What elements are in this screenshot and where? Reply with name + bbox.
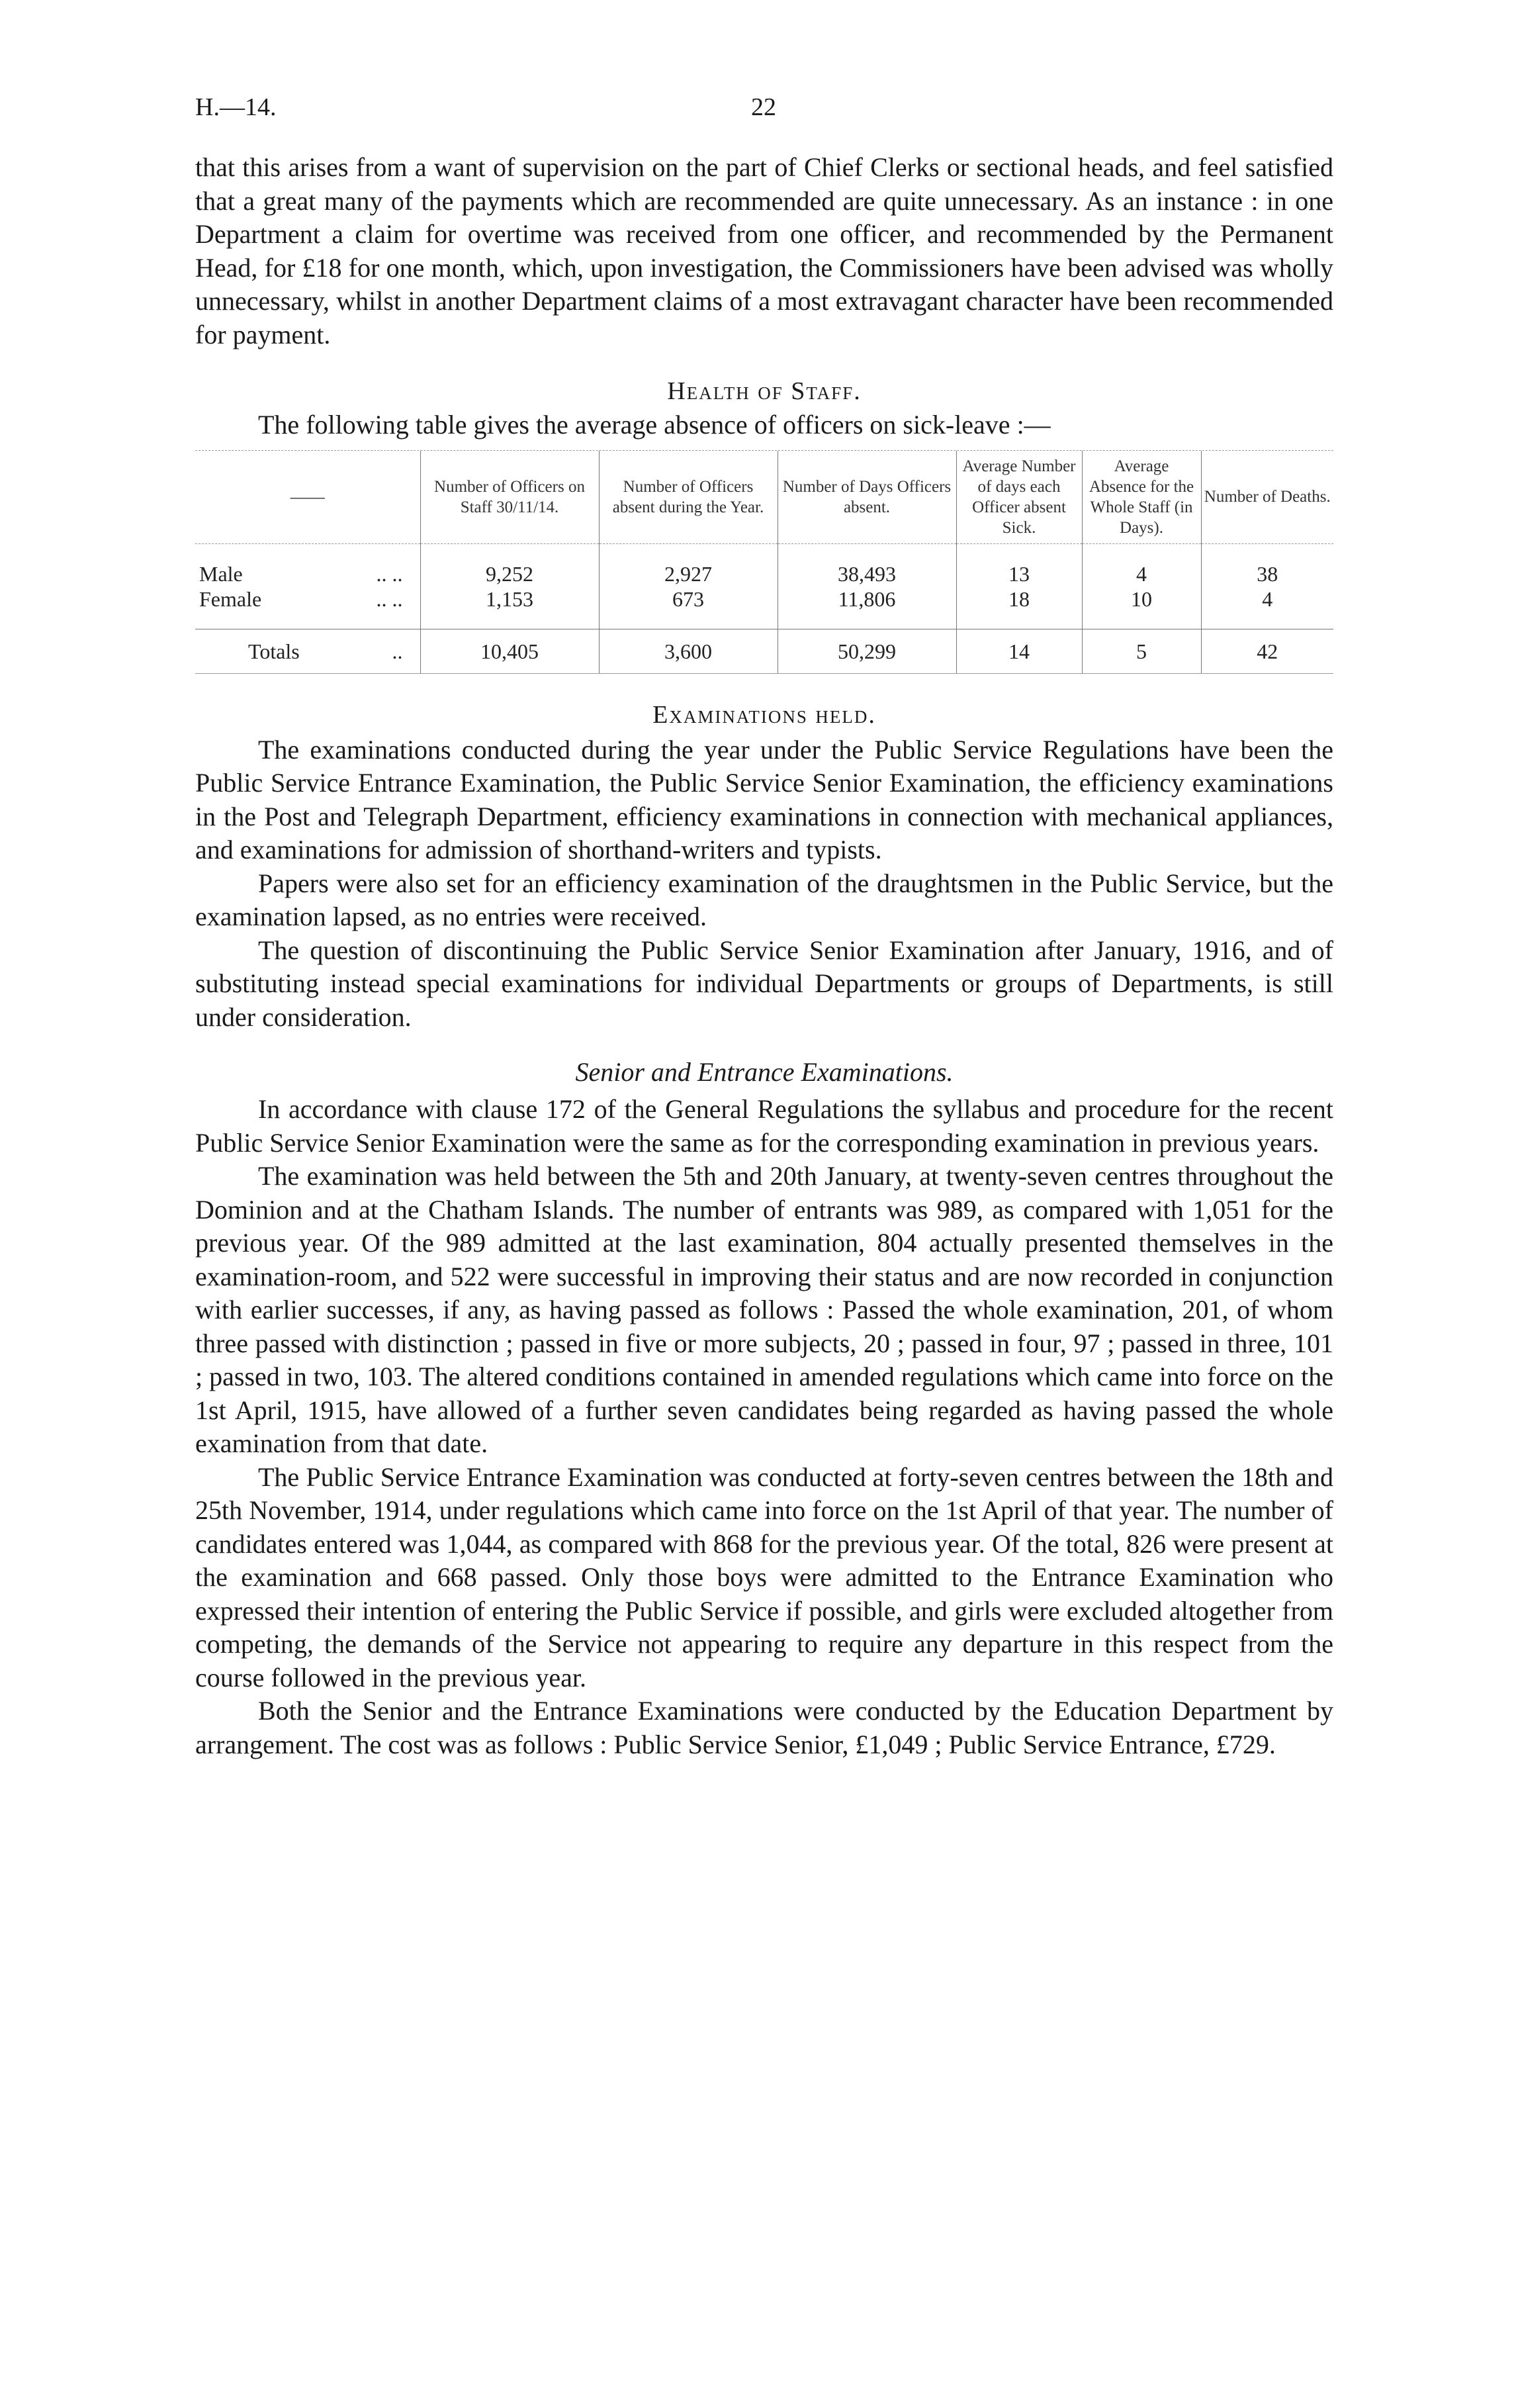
table-corner: —— [195, 451, 420, 544]
totals-cell: 42 [1201, 629, 1333, 673]
senior-paragraph: The Public Service Entrance Examination was conducted at forty-seven centres between the 18th and 25th November, 1914, under regulations which came into force on the 1st April of that year. The number of candidates entered was 1,044, as compared with 868 for the previous year. Of the total, 826 were present at the examination and 668 passed. Only those boys were admitted to the Entrance Examination who expressed their intention of entering the Public Service if possible, and girls were excluded altogether from competing, the demands of the Service not appearing to require any departure in this respect from the course followed in the previous year. [195, 1461, 1333, 1692]
senior-paragraph: In accordance with clause 172 of the General Regulations the syllabus and procedure for the recent Public Service Senior Examination were the same as for the corresponding examination in previous years. [195, 1094, 1333, 1158]
examinations-paragraph: The question of discontinuing the Public Service Senior Examination after January, 1916, and of substituting instead special examinations for individual Departments or groups of Departments, is still under consideration. [195, 935, 1333, 1032]
table-cell: 38,493 [778, 561, 956, 586]
table-cell: 673 [599, 586, 778, 612]
intro-paragraph: that this arises from a want of supervision on the part of Chief Clerks or sectional heads, and feel satisfied that a great many of the payments which are recommended are quite unnecessary. As an instance : in one Department a claim for overtime was received from one officer, and recommended by the Permanent Head, for £18 for one month, which, upon investigation, the Commissioners have been advised was wholly unnecessary, whilst in another Department claims of a most extravagant character have been recommended for payment. [195, 152, 1333, 349]
table-cell: 13 [956, 561, 1082, 586]
column-header: Number of Days Officers absent. [778, 451, 956, 544]
totals-label: Totals .. [195, 629, 420, 673]
table-cell: 4 [1082, 561, 1201, 586]
table-cell: 11,806 [778, 586, 956, 612]
page-number: 22 [751, 93, 776, 121]
senior-paragraph: Both the Senior and the Entrance Examinations were conducted by the Education Department by arrangement. The cost was as follows : Public Service Senior, £1,049 ; Public Service Entrance, £729. [195, 1696, 1333, 1759]
column-header: Average Absence for the Whole Staff (in Days). [1082, 451, 1201, 544]
row-label: Female .. .. [199, 586, 403, 611]
column-header: Average Number of days each Officer absent Sick. [956, 451, 1082, 544]
row-label: Male .. .. [199, 561, 403, 586]
examinations-paragraph: The examinations conducted during the year under the Public Service Regulations have been the Public Service Entrance Examination, the Public Service Senior Examination, the efficiency examinations in the Post and Telegraph Department, efficiency examinations in connection with mechanical appliances, and examinations for admission of shorthand-writers and typists. [195, 734, 1333, 864]
table-cell: 38 [1201, 561, 1333, 586]
report-reference: H.—14. [195, 93, 277, 121]
totals-cell: 50,299 [778, 629, 956, 673]
table-row [195, 561, 1333, 586]
totals-cell: 10,405 [420, 629, 599, 673]
column-header: Number of Deaths. [1201, 451, 1333, 544]
table-cell: 2,927 [599, 561, 778, 586]
table-header-row [195, 451, 1333, 544]
health-intro: The following table gives the average absence of officers on sick-leave :— [258, 410, 1051, 440]
senior-section-title: Senior and Entrance Examinations. [575, 1057, 954, 1087]
table-cell: 10 [1082, 586, 1201, 612]
table-cell: 18 [956, 586, 1082, 612]
column-header: Number of Officers absent during the Year. [599, 451, 778, 544]
document-page [195, 93, 1333, 1761]
table-totals-row [195, 629, 1333, 673]
table-cell: 4 [1201, 586, 1333, 612]
totals-cell: 3,600 [599, 629, 778, 673]
sick-leave-table [195, 451, 1333, 674]
column-header: Number of Officers on Staff 30/11/14. [420, 451, 599, 544]
table-cell: 9,252 [420, 561, 599, 586]
examinations-section-title: Examinations held. [652, 700, 876, 729]
totals-cell: 5 [1082, 629, 1201, 673]
senior-paragraph: The examination was held between the 5th and 20th January, at twenty-seven centres throughout the Dominion and at the Chatham Islands. The number of entrants was 989, as compared with 1,051 for the previous year. Of the 989 admitted at the last examination, 804 actually presented themselves in the examination-room, and 522 were successful in improving their status and are now recorded in conjunction with earlier successes, if any, as having passed as follows : Passed the whole examination, 201, of whom three passed with distinction ; passed in five or more subjects, 20 ; passed in four, 97 ; passed in three, 101 ; passed in two, 103. The altered conditions contained in amended regulations which came into force on the 1st April, 1915, have allowed of a further seven candidates being regarded as having passed the whole examination from that date. [195, 1161, 1333, 1458]
page-header [195, 93, 1333, 132]
table-cell: 1,153 [420, 586, 599, 612]
totals-cell: 14 [956, 629, 1082, 673]
table-row [195, 586, 1333, 612]
health-section-title: Health of Staff. [667, 377, 862, 405]
examinations-paragraph: Papers were also set for an efficiency examination of the draughtsmen in the Public Service, but the examination lapsed, as no entries were received. [195, 868, 1333, 931]
